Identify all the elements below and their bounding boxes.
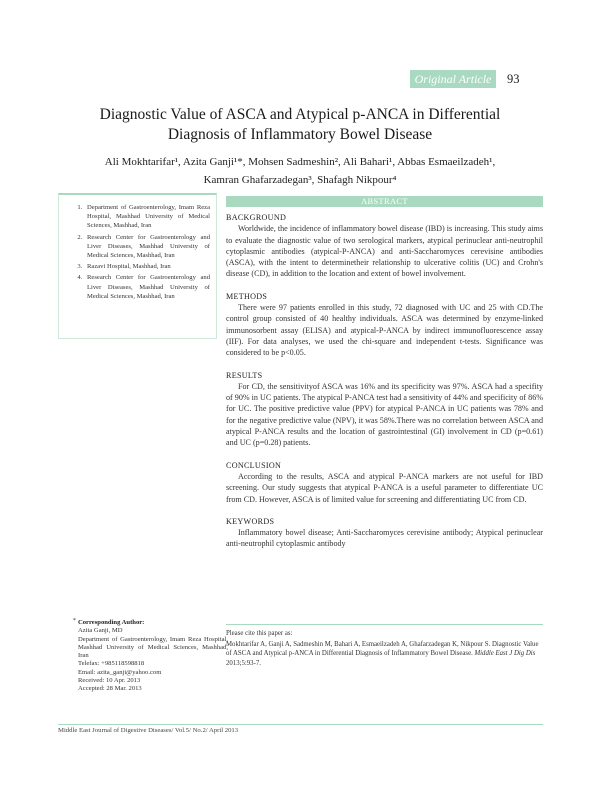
article-title-line-1: Diagnostic Value of ASCA and Atypical p-ANCA in Differential (99, 106, 501, 123)
corresponding-star: * (73, 618, 76, 624)
received-date: Received: 10 Apr. 2013 (78, 677, 141, 685)
article-title (40, 105, 560, 145)
conclusion-text: According to the results, ASCA and atypical P-ANCA markers are not useful for IBD screening. Our study suggests that atypical P-ANCA is a useful parameter to differentiate UC from CD. However, ASCA is of limited value for screening and differentiating UC from CD. (226, 471, 543, 504)
methods-heading: METHODS (226, 291, 268, 301)
corresponding-telefax: Telefax: +985118598818 (78, 660, 145, 668)
citation-block (226, 624, 543, 668)
methods-text: There were 97 patients enrolled in this study, 72 diagnosed with UC and 25 with CD.The control group consisted of 40 healthy individuals. ASCA was determined by enzyme-linked immunosorbent assay (ELISA) and atypical-P-ANCA by indirect immunofluorescence assay (IIF). For data analyses, we used the chi-square and independent t-tests. Significance was considered to be p<0.05. (226, 303, 543, 358)
abstract-heading-bar: ABSTRACT (226, 196, 543, 207)
citation-year-pages: 2013;5:93-7. (226, 659, 261, 667)
article-title-line-2: Diagnosis of Inflammatory Bowel Disease (167, 126, 433, 143)
affiliation-item: 3. Razavi Hospital, Mashhad, Iran (84, 262, 210, 271)
affiliations-box (58, 193, 217, 339)
conclusion-heading: CONCLUSION (226, 460, 282, 470)
affiliation-list (59, 195, 216, 301)
citation-journal: Middle East J Dig Dis (474, 650, 536, 657)
keywords-heading: KEYWORDS (226, 516, 275, 526)
citation-text (226, 640, 543, 669)
affiliation-item: 2. Research Center for Gastroenterology and Liver Diseases, Mashhad University of Medical Sciences, Mashhad, Iran (84, 233, 210, 261)
author-line-2: Kamran Ghafarzadegan³, Shafagh Nikpour⁴ (203, 174, 397, 186)
corresponding-name: Azita Ganji, MD (78, 627, 123, 635)
corresponding-department: Department of Gastroenterology, Imam Reza Hospital, Mashhad University of Medical Sciences, Mashhad, Iran (78, 635, 228, 660)
corresponding-email[interactable]: Email: azita_ganji@yahoo.com (78, 668, 162, 676)
background-text: Worldwide, the incidence of inflammatory bowel disease (IBD) is increasing. This study aims to evaluate the diagnostic value of two serological markers, atypical perinuclear anti-neutrophil cytoplasmic antibodies (atypical-P-ANCA) and anti-Saccharomyces cerevisine antibodies (ASCA), with the intent to determinetheir relationship to ulcerative colitis (UC) and Crohn's disease (CD), in addition to the location and extent of bowel involvement. (226, 224, 543, 279)
footer-divider (58, 724, 543, 725)
background-heading: BACKGROUND (226, 213, 287, 222)
results-text: For CD, the sensitivityof ASCA was 16% and its specificity was 97%. ASCA had a specifity of 90% in UC patients. The atypical P-ANCA test had a sensitivity of 44% and specificity of 86% for UC. The positive predictive value (PPV) for atypical P-ANCA in UC patients was 78% and for the negative predictive value (NPV), it was 58%.There was no correlation between ASCA and atypical P-ANCA results and the location of gastrointestinal (GI) involvement in CD (p=0.61) and UC (p=0.28) patients. (226, 381, 543, 448)
affiliation-item: 1. Department of Gastroenterology, Imam Reza Hospital, Mashhad University of Medical Sciences, Mashhad, Iran (84, 203, 210, 231)
keywords-text: Inflammatory bowel disease; Anti-Saccharomyces cerevisine antibody; Atypical perinuclear anti-neutrophil cytoplasmic antibody (226, 528, 543, 549)
citation-body: Mokhtarifar A, Ganji A, Sadmeshin M, Bahari A, Esmaeilzadeh A, Ghafarzadegan K, Nikpour S. Diagnostic Value of ASCA and Atypical p-ANCA in Differential Diagnosis of Inflammatory Bowel Disease. (226, 640, 539, 657)
results-heading: RESULTS (226, 370, 263, 380)
journal-footer: Middle East Journal of Digestive Diseases/ Vol.5/ No.2/ April 2013 (58, 727, 239, 734)
page-number: 93 (507, 72, 520, 86)
author-list (60, 153, 540, 189)
abstract-body (226, 212, 543, 561)
citation-label: Please cite this paper as: (226, 630, 293, 637)
corresponding-heading: Corresponding Author: (78, 619, 145, 626)
accepted-date: Accepted: 28 Mar. 2013 (78, 685, 142, 693)
affiliation-item: 4. Research Center for Gastroenterology and Liver Diseases, Mashhad University of Medical Sciences, Mashhad, Iran (84, 273, 210, 301)
article-type-badge: Original Article (410, 70, 496, 88)
author-line-1: Ali Mokhtarifar¹, Azita Ganji¹*, Mohsen Sadmeshin², Ali Bahari¹, Abbas Esmaeilzadeh¹, (104, 156, 496, 168)
corresponding-author-block (73, 618, 228, 694)
